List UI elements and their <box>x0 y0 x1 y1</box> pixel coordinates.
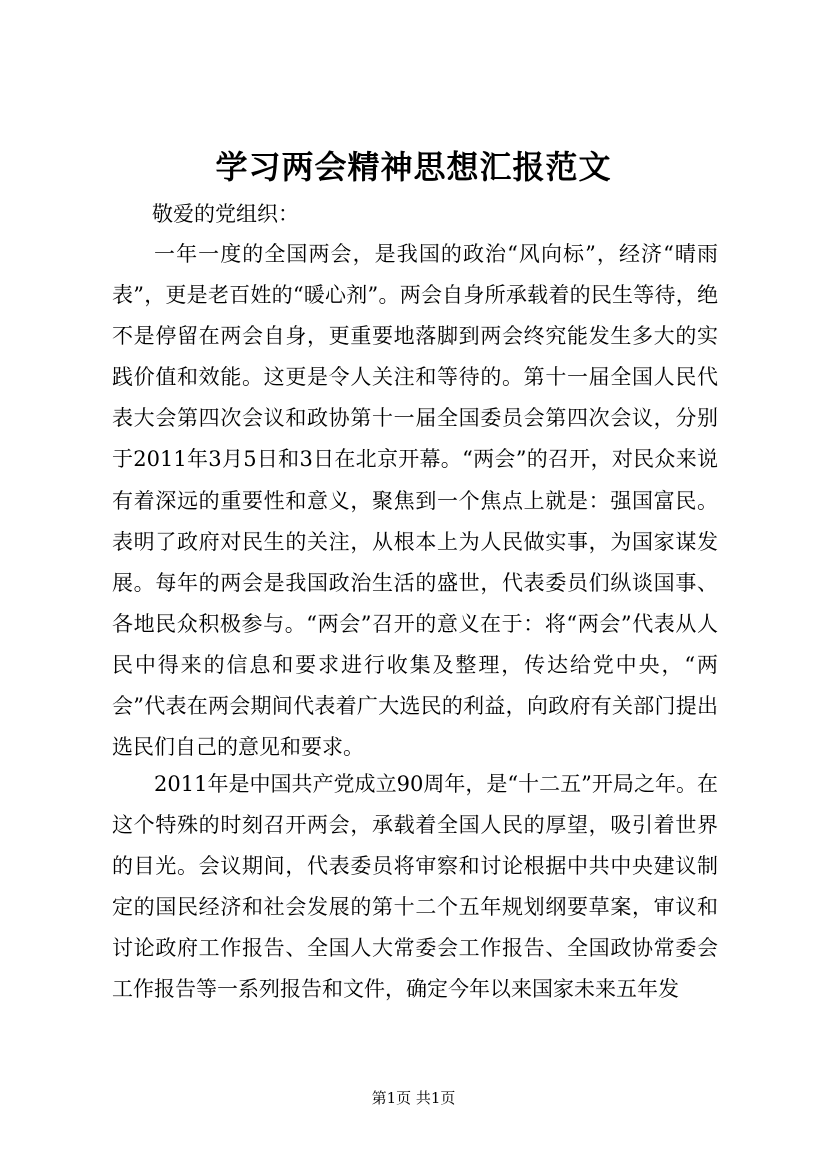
page-footer: 第1页 共1页 <box>371 1089 456 1107</box>
body-paragraph-1: 一年一度的全国两会，是我国的政治“风向标”，经济“晴雨表”，更是老百姓的“暖心剂”。两会自身所承载着的民生等待，绝不是停留在两会自身，更重要地落脚到两会终究能发生多大的实践价值和效能。这更是令人关注和等待的。第十一届全国人民代表大会第四次会议和政协第十一届全国委员会第四次会议，分别于2011年3月5日和3日在北京开幕。“两会”的召开，对民众来说有着深远的重要性和意义，聚焦到一个焦点上就是：强国富民。表明了政府对民生的关注，从根本上为人民做实事，为国家谋发展。每年的两会是我国政治生活的盛世，代表委员们纵谈国事、各地民众积极参与。“两会”召开的意义在于：将“两会”代表从人民中得来的信息和要求进行收集及整理，传达给党中央，“两会”代表在两会期间代表着广大选民的利益，向政府有关部门提出选民们自己的意见和要求。 <box>112 242 718 760</box>
salutation: 敬爱的党组织： <box>152 202 299 226</box>
document-title: 学习两会精神思想汇报范文 <box>215 148 612 186</box>
body-paragraph-2: 2011年是中国共产党成立90周年，是“十二五”开局之年。在这个特殊的时刻召开两会，承载着全国人民的厚望，吸引着世界的目光。会议期间，代表委员将审察和讨论根据中共中央建议制定的国民经济和社会发展的第十二个五年规划纲要草案，审议和讨论政府工作报告、全国人大常委会工作报告、全国政协常委会工作报告等一系列报告和文件，确定今年以来国家未来五年发 <box>112 772 718 1002</box>
